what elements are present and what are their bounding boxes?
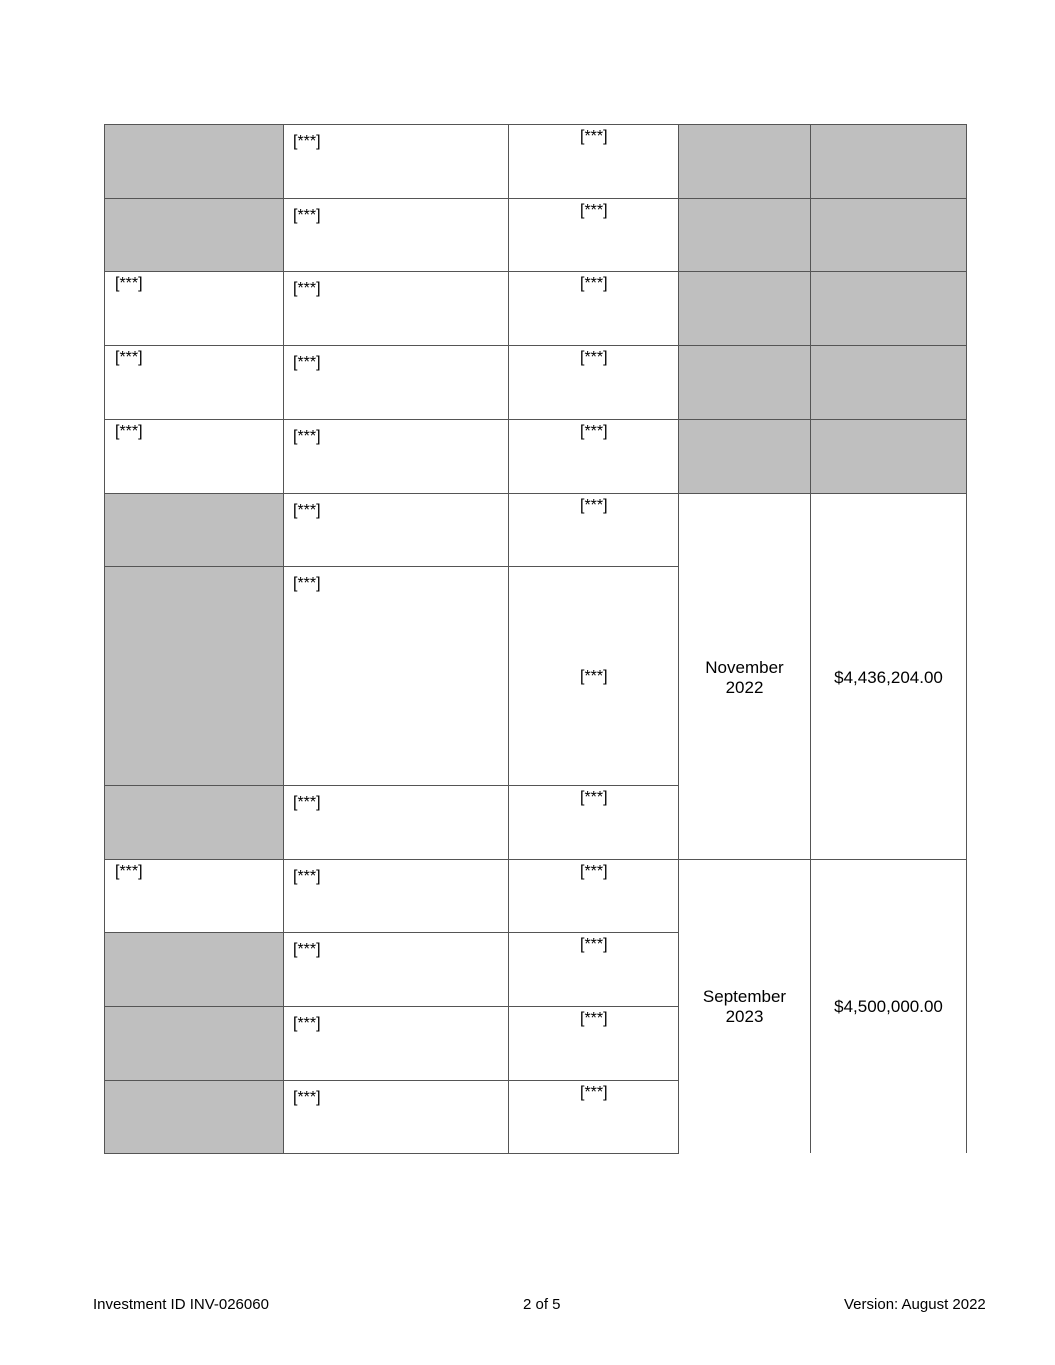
table-cell-col3	[508, 1080, 678, 1153]
table-cell-col1	[104, 932, 283, 1006]
redacted-text: [***]	[293, 280, 321, 297]
table-cell-col3	[508, 419, 678, 493]
footer-version: Version: August 2022	[844, 1296, 986, 1313]
redacted-text: [***]	[293, 1015, 321, 1032]
milestone-date-line2: 2023	[725, 1007, 764, 1026]
redacted-text: [***]	[115, 349, 143, 366]
milestone-date-cell	[678, 859, 810, 1153]
table-cell-col5	[810, 198, 966, 271]
table-cell-col1	[104, 124, 283, 198]
table-cell-col5	[810, 345, 966, 419]
table-cell-col2	[283, 859, 508, 932]
table-cell-col1	[104, 1080, 283, 1153]
table-cell-col2	[283, 345, 508, 419]
footer-investment-id: Investment ID INV-026060	[93, 1296, 269, 1313]
redacted-text: [***]	[293, 207, 321, 224]
table-cell-col2	[283, 566, 508, 785]
table-cell-col3	[508, 124, 678, 198]
redacted-text: [***]	[580, 423, 608, 440]
redacted-text: [***]	[580, 668, 608, 685]
table-cell-col1	[104, 1006, 283, 1080]
redacted-text: [***]	[293, 502, 321, 519]
milestone-date-line1: November	[705, 658, 784, 677]
table-cell-col1	[104, 493, 283, 566]
table-cell-col5	[810, 124, 966, 198]
table-cell-col3	[508, 345, 678, 419]
redacted-text: [***]	[293, 1089, 321, 1106]
table-cell-col4	[678, 419, 810, 493]
redacted-text: [***]	[293, 428, 321, 445]
table-cell-col4	[678, 271, 810, 345]
table-cell-col4	[678, 124, 810, 198]
table-cell-col3	[508, 566, 678, 785]
table-cell-col3	[508, 785, 678, 859]
redacted-text: [***]	[115, 275, 143, 292]
table-cell-col3	[508, 271, 678, 345]
table-cell-col2	[283, 124, 508, 198]
milestone-amount-cell	[810, 493, 966, 859]
table-cell-col2	[283, 271, 508, 345]
table-cell-col1	[104, 198, 283, 271]
redacted-text: [***]	[580, 497, 608, 514]
redacted-text: [***]	[580, 128, 608, 145]
redacted-text: [***]	[293, 354, 321, 371]
redacted-text: [***]	[293, 133, 321, 150]
redacted-text: [***]	[580, 789, 608, 806]
table-cell-col2	[283, 493, 508, 566]
redacted-text: [***]	[293, 575, 321, 592]
redacted-text: [***]	[293, 941, 321, 958]
milestone-date-line2: 2022	[725, 678, 764, 697]
redacted-text: [***]	[580, 863, 608, 880]
redacted-text: [***]	[293, 794, 321, 811]
redacted-text: [***]	[580, 936, 608, 953]
table-cell-col5	[810, 271, 966, 345]
table-cell-col1	[104, 271, 283, 345]
milestone-amount: $4,436,204.00	[834, 668, 943, 687]
redacted-text: [***]	[580, 349, 608, 366]
table-cell-col3	[508, 493, 678, 566]
table-cell-col3	[508, 932, 678, 1006]
milestone-amount: $4,500,000.00	[834, 997, 943, 1016]
redacted-text: [***]	[580, 1084, 608, 1101]
table-cell-col3	[508, 1006, 678, 1080]
redacted-text: [***]	[580, 275, 608, 292]
table-cell-col2	[283, 419, 508, 493]
table-right-border	[966, 124, 967, 1153]
milestone-amount-cell	[810, 859, 966, 1153]
table-cell-col1	[104, 859, 283, 932]
redacted-text: [***]	[115, 423, 143, 440]
table-cell-col1	[104, 785, 283, 859]
table-bottom-border	[104, 1153, 679, 1154]
table-cell-col3	[508, 198, 678, 271]
redacted-text: [***]	[580, 202, 608, 219]
redacted-text: [***]	[293, 868, 321, 885]
table-cell-col2	[283, 932, 508, 1006]
table-cell-col3	[508, 859, 678, 932]
table-cell-col1	[104, 419, 283, 493]
milestone-date-line1: September	[702, 987, 787, 1006]
table-cell-col4	[678, 345, 810, 419]
table-cell-col4	[678, 198, 810, 271]
milestone-date-cell	[678, 493, 810, 859]
table-cell-col2	[283, 198, 508, 271]
table-cell-col1	[104, 345, 283, 419]
table-cell-col2	[283, 785, 508, 859]
table-cell-col2	[283, 1006, 508, 1080]
redacted-text: [***]	[115, 863, 143, 880]
table-cell-col5	[810, 419, 966, 493]
table-cell-col1	[104, 566, 283, 785]
table-cell-col2	[283, 1080, 508, 1153]
footer-page-number: 2 of 5	[523, 1296, 561, 1313]
redacted-text: [***]	[580, 1010, 608, 1027]
